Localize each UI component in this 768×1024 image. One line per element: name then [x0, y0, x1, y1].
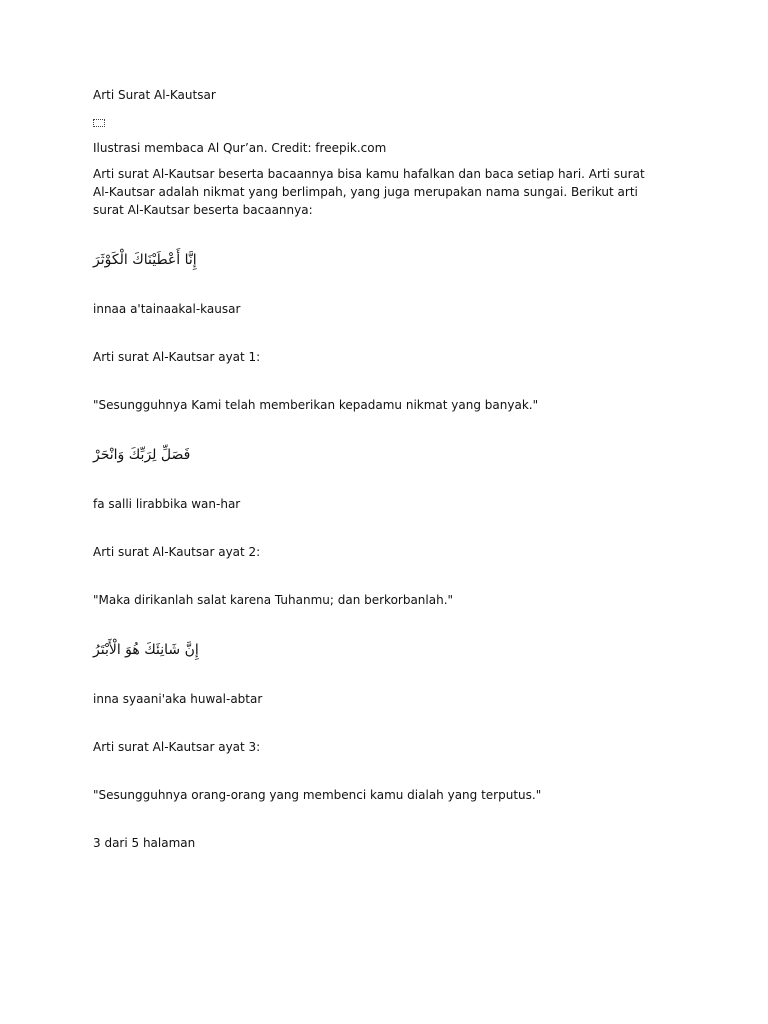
verse-2-heading: Arti surat Al-Kautsar ayat 2:: [93, 545, 261, 559]
page-indicator: 3 dari 5 halaman: [93, 836, 196, 850]
document-page: [93, 86, 653, 852]
verse-1-arabic: [93, 249, 653, 270]
verse-1-meaning: "Sesungguhnya Kami telah memberikan kepadamu nikmat yang banyak.": [93, 398, 539, 412]
verse-1-latin: innaa a'tainaakal-kausar: [93, 302, 241, 316]
spacer: [93, 157, 653, 165]
verse-2-meaning: "Maka dirikanlah salat karena Tuhanmu; dan berkorbanlah.": [93, 593, 454, 607]
spacer: [93, 219, 653, 249]
spacer: [93, 465, 653, 495]
verse-1-heading: Arti surat Al-Kautsar ayat 1:: [93, 350, 261, 364]
spacer: [93, 414, 653, 444]
broken-image-icon: [93, 112, 653, 131]
image-caption: Ilustrasi membaca Al Qur’an. Credit: freepik.com: [93, 141, 387, 155]
verse-3-arabic: [93, 639, 653, 660]
spacer: [93, 660, 653, 690]
spacer: [93, 104, 653, 112]
arabic-text: إِنَّ شَانِئَكَ هُوَ الْأَبْتَرُ: [93, 642, 199, 658]
verse-3-latin: inna syaani'aka huwal-abtar: [93, 692, 263, 706]
spacer: [93, 270, 653, 300]
spacer: [93, 609, 653, 639]
spacer: [93, 131, 653, 139]
verse-2-arabic: [93, 444, 653, 465]
spacer: [93, 708, 653, 738]
spacer: [93, 318, 653, 348]
verse-3-meaning: "Sesungguhnya orang-orang yang membenci kamu dialah yang terputus.": [93, 788, 542, 802]
spacer: [93, 804, 653, 834]
verse-3-heading: Arti surat Al-Kautsar ayat 3:: [93, 740, 261, 754]
intro-paragraph: Arti surat Al-Kautsar beserta bacaannya bisa kamu hafalkan dan baca setiap hari. Arti surat Al-Kautsar adalah nikmat yang berlimpah, yang juga merupakan nama sungai. Berikut arti surat Al-Kautsar beserta bacaannya:: [93, 167, 645, 217]
arabic-text: فَصَلِّ لِرَبِّكَ وَانْحَرْ: [93, 447, 191, 463]
document-title: Arti Surat Al-Kautsar: [93, 88, 216, 102]
spacer: [93, 756, 653, 786]
verse-2-latin: fa salli lirabbika wan-har: [93, 497, 241, 511]
image-placeholder: [93, 119, 105, 127]
spacer: [93, 366, 653, 396]
spacer: [93, 561, 653, 591]
arabic-text: إِنَّا أَعْطَيْنَاكَ الْكَوْثَرَ: [93, 252, 197, 268]
spacer: [93, 513, 653, 543]
